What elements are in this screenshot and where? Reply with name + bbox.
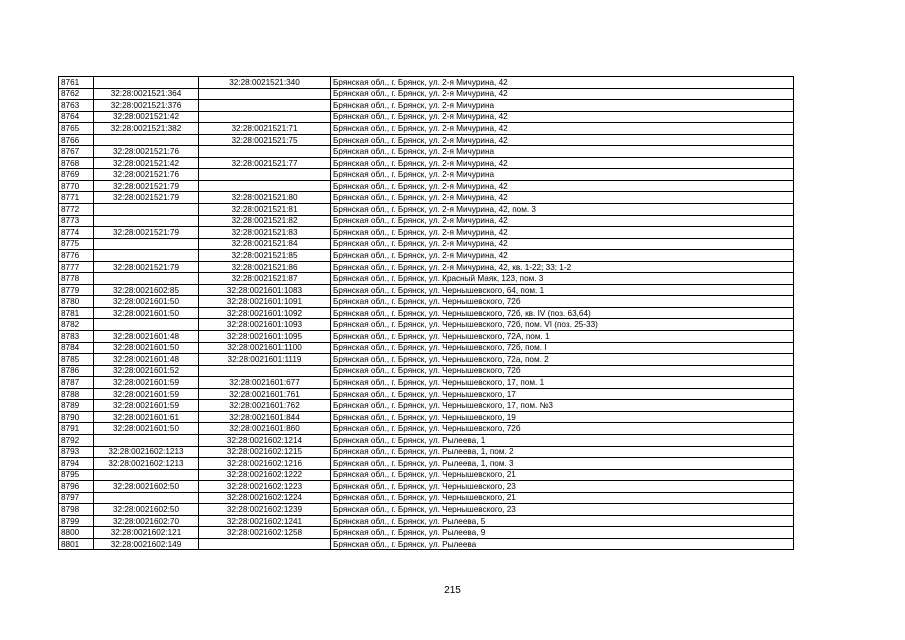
object-cadastral-number-cell: 32:28:0021601:844: [199, 411, 331, 423]
table-row: [59, 342, 794, 354]
object-cadastral-number-cell: 32:28:0021601:1095: [199, 331, 331, 343]
row-number-cell: 8765: [59, 123, 94, 135]
row-number-cell: 8771: [59, 192, 94, 204]
address-cell: Брянская обл., г. Брянск, ул. 2-я Мичурина, 42: [331, 238, 794, 250]
row-number-cell: 8777: [59, 261, 94, 273]
table-row: [59, 434, 794, 446]
row-number-cell: 8764: [59, 111, 94, 123]
land-cadastral-number-cell: [94, 273, 199, 285]
row-number-cell: 8797: [59, 492, 94, 504]
object-cadastral-number-cell: 32:28:0021602:1258: [199, 527, 331, 539]
address-cell: Брянская обл., г. Брянск, ул. Чернышевского, 72б, пом. I: [331, 342, 794, 354]
object-cadastral-number-cell: 32:28:0021602:1224: [199, 492, 331, 504]
land-cadastral-number-cell: 32:28:0021521:42: [94, 111, 199, 123]
land-cadastral-number-cell: 32:28:0021521:376: [94, 100, 199, 112]
table-row: [59, 273, 794, 285]
table-row: [59, 134, 794, 146]
address-cell: Брянская обл., г. Брянск, ул. 2-я Мичурина, 42: [331, 157, 794, 169]
row-number-cell: 8787: [59, 377, 94, 389]
object-cadastral-number-cell: 32:28:0021521:77: [199, 157, 331, 169]
object-cadastral-number-cell: 32:28:0021521:84: [199, 238, 331, 250]
object-cadastral-number-cell: 32:28:0021602:1239: [199, 504, 331, 516]
row-number-cell: 8799: [59, 515, 94, 527]
address-cell: Брянская обл., г. Брянск, ул. Чернышевского, 17: [331, 388, 794, 400]
table-row: [59, 423, 794, 435]
row-number-cell: 8793: [59, 446, 94, 458]
land-cadastral-number-cell: 32:28:0021601:50: [94, 307, 199, 319]
land-cadastral-number-cell: 32:28:0021601:50: [94, 423, 199, 435]
address-cell: Брянская обл., г. Брянск, ул. 2-я Мичурина: [331, 100, 794, 112]
land-cadastral-number-cell: [94, 134, 199, 146]
address-cell: Брянская обл., г. Брянск, ул. Чернышевского, 21: [331, 469, 794, 481]
table-row: [59, 446, 794, 458]
table-row: [59, 250, 794, 262]
address-cell: Брянская обл., г. Брянск, ул. Рылеева, 1: [331, 434, 794, 446]
table-row: [59, 400, 794, 412]
address-cell: Брянская обл., г. Брянск, ул. Чернышевского, 23: [331, 481, 794, 493]
address-cell: Брянская обл., г. Брянск, ул. Чернышевского, 21: [331, 492, 794, 504]
table-row: [59, 284, 794, 296]
land-cadastral-number-cell: 32:28:0021521:382: [94, 123, 199, 135]
table-row: [59, 458, 794, 470]
row-number-cell: 8769: [59, 169, 94, 181]
object-cadastral-number-cell: 32:28:0021601:860: [199, 423, 331, 435]
land-cadastral-number-cell: [94, 492, 199, 504]
address-cell: Брянская обл., г. Брянск, ул. Чернышевского, 23: [331, 504, 794, 516]
table-row: [59, 481, 794, 493]
address-cell: Брянская обл., г. Брянск, ул. 2-я Мичурина, 42: [331, 123, 794, 135]
object-cadastral-number-cell: 32:28:0021602:1223: [199, 481, 331, 493]
object-cadastral-number-cell: 32:28:0021601:1119: [199, 354, 331, 366]
address-cell: Брянская обл., г. Брянск, ул. 2-я Мичурина, 42, кв. 1-22; 33; 1-2: [331, 261, 794, 273]
object-cadastral-number-cell: [199, 538, 331, 550]
object-cadastral-number-cell: 32:28:0021521:75: [199, 134, 331, 146]
object-cadastral-number-cell: 32:28:0021601:761: [199, 388, 331, 400]
row-number-cell: 8784: [59, 342, 94, 354]
land-cadastral-number-cell: 32:28:0021521:79: [94, 261, 199, 273]
land-cadastral-number-cell: 32:28:0021602:1213: [94, 458, 199, 470]
object-cadastral-number-cell: 32:28:0021602:1222: [199, 469, 331, 481]
address-cell: Брянская обл., г. Брянск, ул. Красный Маяк, 123, пом. 3: [331, 273, 794, 285]
address-cell: Брянская обл., г. Брянск, ул. 2-я Мичурина: [331, 169, 794, 181]
address-cell: Брянская обл., г. Брянск, ул. Рылеева, 9: [331, 527, 794, 539]
table-row: [59, 180, 794, 192]
object-cadastral-number-cell: 32:28:0021601:1093: [199, 319, 331, 331]
table-row: [59, 261, 794, 273]
object-cadastral-number-cell: 32:28:0021602:1216: [199, 458, 331, 470]
object-cadastral-number-cell: [199, 88, 331, 100]
land-cadastral-number-cell: 32:28:0021602:70: [94, 515, 199, 527]
land-cadastral-number-cell: 32:28:0021521:76: [94, 169, 199, 181]
object-cadastral-number-cell: [199, 111, 331, 123]
land-cadastral-number-cell: 32:28:0021521:76: [94, 146, 199, 158]
address-cell: Брянская обл., г. Брянск, ул. Чернышевского, 72А, пом. 1: [331, 331, 794, 343]
row-number-cell: 8783: [59, 331, 94, 343]
object-cadastral-number-cell: 32:28:0021521:340: [199, 77, 331, 89]
row-number-cell: 8762: [59, 88, 94, 100]
row-number-cell: 8773: [59, 215, 94, 227]
row-number-cell: 8761: [59, 77, 94, 89]
land-cadastral-number-cell: 32:28:0021601:61: [94, 411, 199, 423]
address-cell: Брянская обл., г. Брянск, ул. 2-я Мичурина, 42: [331, 111, 794, 123]
address-cell: Брянская обл., г. Брянск, ул. Чернышевского, 72б: [331, 365, 794, 377]
object-cadastral-number-cell: 32:28:0021601:1083: [199, 284, 331, 296]
land-cadastral-number-cell: 32:28:0021602:1213: [94, 446, 199, 458]
row-number-cell: 8795: [59, 469, 94, 481]
table-row: [59, 111, 794, 123]
land-cadastral-number-cell: [94, 319, 199, 331]
table-row: [59, 227, 794, 239]
table-row: [59, 157, 794, 169]
address-cell: Брянская обл., г. Брянск, ул. Чернышевского, 72б, пом. VI (поз. 25-33): [331, 319, 794, 331]
land-cadastral-number-cell: 32:28:0021521:79: [94, 192, 199, 204]
object-cadastral-number-cell: 32:28:0021601:1100: [199, 342, 331, 354]
table-row: [59, 538, 794, 550]
address-cell: Брянская обл., г. Брянск, ул. 2-я Мичурина, 42, пом. 3: [331, 204, 794, 216]
address-cell: Брянская обл., г. Брянск, ул. Чернышевского, 72а, пом. 2: [331, 354, 794, 366]
table-row: [59, 204, 794, 216]
row-number-cell: 8778: [59, 273, 94, 285]
table-row: [59, 319, 794, 331]
address-cell: Брянская обл., г. Брянск, ул. 2-я Мичурина, 42: [331, 250, 794, 262]
table-row: [59, 492, 794, 504]
table-row: [59, 527, 794, 539]
land-cadastral-number-cell: 32:28:0021521:79: [94, 227, 199, 239]
address-cell: Брянская обл., г. Брянск, ул. 2-я Мичурина: [331, 146, 794, 158]
row-number-cell: 8772: [59, 204, 94, 216]
table-row: [59, 504, 794, 516]
object-cadastral-number-cell: [199, 180, 331, 192]
object-cadastral-number-cell: [199, 146, 331, 158]
row-number-cell: 8792: [59, 434, 94, 446]
address-cell: Брянская обл., г. Брянск, ул. Чернышевского, 72б, кв. IV (поз. 63,64): [331, 307, 794, 319]
land-cadastral-number-cell: [94, 250, 199, 262]
table-row: [59, 146, 794, 158]
address-cell: Брянская обл., г. Брянск, ул. Рылеева: [331, 538, 794, 550]
address-cell: Брянская обл., г. Брянск, ул. 2-я Мичурина, 42: [331, 192, 794, 204]
row-number-cell: 8776: [59, 250, 94, 262]
table-row: [59, 100, 794, 112]
object-cadastral-number-cell: 32:28:0021521:80: [199, 192, 331, 204]
object-cadastral-number-cell: 32:28:0021521:87: [199, 273, 331, 285]
land-cadastral-number-cell: 32:28:0021602:50: [94, 481, 199, 493]
row-number-cell: 8779: [59, 284, 94, 296]
row-number-cell: 8781: [59, 307, 94, 319]
row-number-cell: 8768: [59, 157, 94, 169]
object-cadastral-number-cell: 32:28:0021602:1215: [199, 446, 331, 458]
object-cadastral-number-cell: 32:28:0021521:82: [199, 215, 331, 227]
row-number-cell: 8801: [59, 538, 94, 550]
land-cadastral-number-cell: 32:28:0021521:79: [94, 180, 199, 192]
row-number-cell: 8800: [59, 527, 94, 539]
address-cell: Брянская обл., г. Брянск, ул. Чернышевского, 19: [331, 411, 794, 423]
table-row: [59, 469, 794, 481]
row-number-cell: 8796: [59, 481, 94, 493]
table-row: [59, 365, 794, 377]
land-cadastral-number-cell: 32:28:0021601:59: [94, 400, 199, 412]
row-number-cell: 8790: [59, 411, 94, 423]
table-row: [59, 215, 794, 227]
address-cell: Брянская обл., г. Брянск, ул. 2-я Мичурина, 42: [331, 134, 794, 146]
table-row: [59, 238, 794, 250]
table-row: [59, 331, 794, 343]
table-row: [59, 192, 794, 204]
object-cadastral-number-cell: 32:28:0021521:85: [199, 250, 331, 262]
row-number-cell: 8786: [59, 365, 94, 377]
land-cadastral-number-cell: 32:28:0021601:50: [94, 342, 199, 354]
table-row: [59, 123, 794, 135]
row-number-cell: 8798: [59, 504, 94, 516]
row-number-cell: 8770: [59, 180, 94, 192]
table-row: [59, 354, 794, 366]
land-cadastral-number-cell: 32:28:0021602:149: [94, 538, 199, 550]
table-row: [59, 88, 794, 100]
address-cell: Брянская обл., г. Брянск, ул. Рылеева, 1, пом. 2: [331, 446, 794, 458]
object-cadastral-number-cell: [199, 365, 331, 377]
land-cadastral-number-cell: 32:28:0021602:85: [94, 284, 199, 296]
table-row: [59, 169, 794, 181]
land-cadastral-number-cell: 32:28:0021601:48: [94, 331, 199, 343]
land-cadastral-number-cell: 32:28:0021601:59: [94, 388, 199, 400]
registry-table-body: [59, 77, 794, 550]
object-cadastral-number-cell: 32:28:0021601:1092: [199, 307, 331, 319]
table-row: [59, 377, 794, 389]
object-cadastral-number-cell: 32:28:0021602:1214: [199, 434, 331, 446]
address-cell: Брянская обл., г. Брянск, ул. 2-я Мичурина, 42: [331, 215, 794, 227]
object-cadastral-number-cell: 32:28:0021601:1091: [199, 296, 331, 308]
row-number-cell: 8794: [59, 458, 94, 470]
address-cell: Брянская обл., г. Брянск, ул. 2-я Мичурина, 42: [331, 77, 794, 89]
object-cadastral-number-cell: 32:28:0021601:762: [199, 400, 331, 412]
address-cell: Брянская обл., г. Брянск, ул. Чернышевского, 72б: [331, 296, 794, 308]
row-number-cell: 8788: [59, 388, 94, 400]
object-cadastral-number-cell: 32:28:0021521:83: [199, 227, 331, 239]
land-cadastral-number-cell: 32:28:0021601:50: [94, 296, 199, 308]
row-number-cell: 8782: [59, 319, 94, 331]
land-cadastral-number-cell: 32:28:0021521:364: [94, 88, 199, 100]
land-cadastral-number-cell: [94, 204, 199, 216]
land-cadastral-number-cell: 32:28:0021601:48: [94, 354, 199, 366]
address-cell: Брянская обл., г. Брянск, ул. Чернышевского, 64, пом. 1: [331, 284, 794, 296]
object-cadastral-number-cell: 32:28:0021602:1241: [199, 515, 331, 527]
address-cell: Брянская обл., г. Брянск, ул. Рылеева, 1, пом. 3: [331, 458, 794, 470]
row-number-cell: 8775: [59, 238, 94, 250]
land-cadastral-number-cell: [94, 77, 199, 89]
row-number-cell: 8785: [59, 354, 94, 366]
address-cell: Брянская обл., г. Брянск, ул. 2-я Мичурина, 42: [331, 88, 794, 100]
land-cadastral-number-cell: [94, 215, 199, 227]
address-cell: Брянская обл., г. Брянск, ул. 2-я Мичурина, 42: [331, 227, 794, 239]
land-cadastral-number-cell: 32:28:0021602:50: [94, 504, 199, 516]
land-cadastral-number-cell: 32:28:0021601:59: [94, 377, 199, 389]
table-row: [59, 77, 794, 89]
land-cadastral-number-cell: 32:28:0021602:121: [94, 527, 199, 539]
page-number: 215: [444, 585, 461, 596]
table-row: [59, 515, 794, 527]
land-cadastral-number-cell: 32:28:0021601:52: [94, 365, 199, 377]
object-cadastral-number-cell: 32:28:0021601:677: [199, 377, 331, 389]
address-cell: Брянская обл., г. Брянск, ул. 2-я Мичурина, 42: [331, 180, 794, 192]
table-row: [59, 411, 794, 423]
row-number-cell: 8763: [59, 100, 94, 112]
registry-table: [58, 76, 794, 550]
land-cadastral-number-cell: [94, 469, 199, 481]
table-row: [59, 307, 794, 319]
land-cadastral-number-cell: [94, 434, 199, 446]
address-cell: Брянская обл., г. Брянск, ул. Чернышевского, 17, пом. №3: [331, 400, 794, 412]
row-number-cell: 8774: [59, 227, 94, 239]
row-number-cell: 8766: [59, 134, 94, 146]
table-row: [59, 296, 794, 308]
object-cadastral-number-cell: [199, 169, 331, 181]
land-cadastral-number-cell: 32:28:0021521:42: [94, 157, 199, 169]
table-row: [59, 388, 794, 400]
address-cell: Брянская обл., г. Брянск, ул. Рылеева, 5: [331, 515, 794, 527]
object-cadastral-number-cell: 32:28:0021521:86: [199, 261, 331, 273]
object-cadastral-number-cell: 32:28:0021521:81: [199, 204, 331, 216]
land-cadastral-number-cell: [94, 238, 199, 250]
row-number-cell: 8789: [59, 400, 94, 412]
row-number-cell: 8767: [59, 146, 94, 158]
object-cadastral-number-cell: 32:28:0021521:71: [199, 123, 331, 135]
row-number-cell: 8791: [59, 423, 94, 435]
address-cell: Брянская обл., г. Брянск, ул. Чернышевского, 72б: [331, 423, 794, 435]
object-cadastral-number-cell: [199, 100, 331, 112]
row-number-cell: 8780: [59, 296, 94, 308]
address-cell: Брянская обл., г. Брянск, ул. Чернышевского, 17, пом. 1: [331, 377, 794, 389]
